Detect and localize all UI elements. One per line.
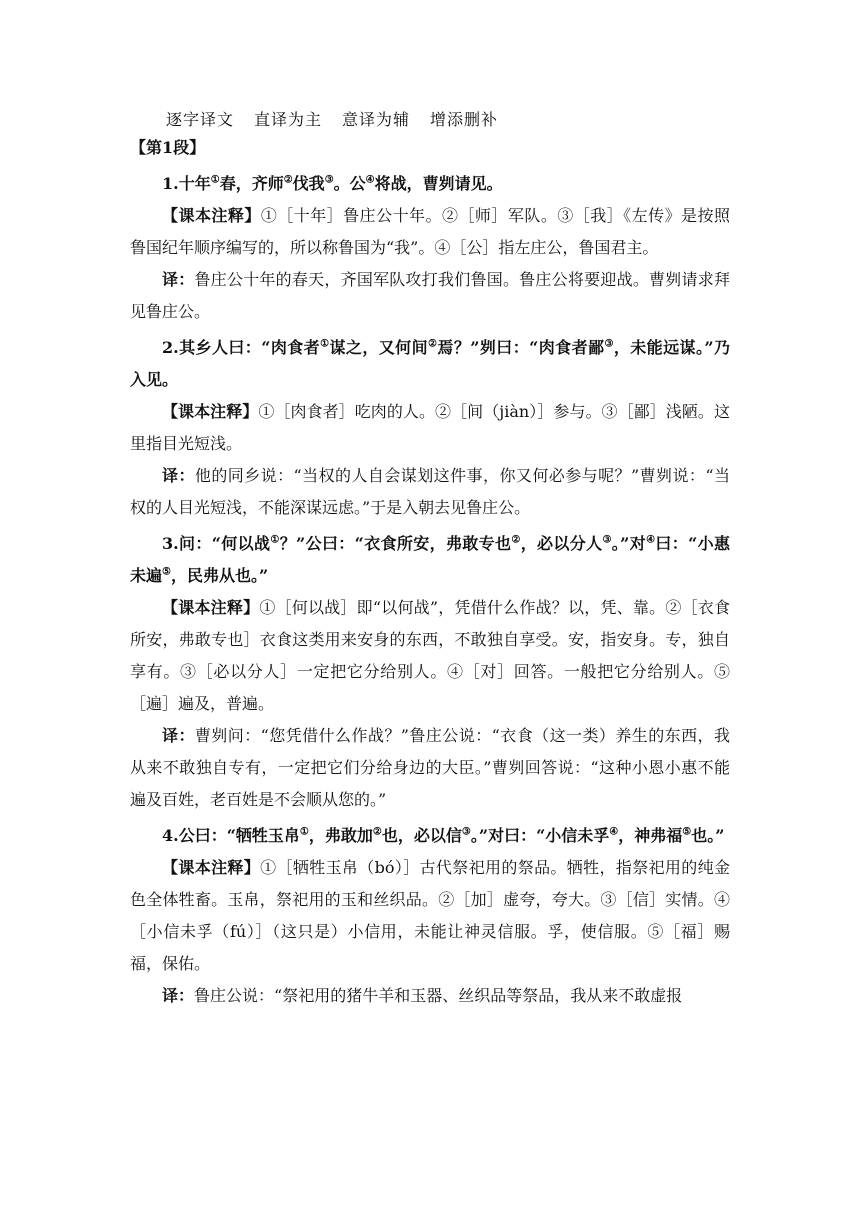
- translation-text: 鲁庄公十年的春天，齐国军队攻打我们鲁国。鲁庄公将要迎战。曹刿请求拜见鲁庄公。: [130, 270, 730, 321]
- note-text: ①［十年］鲁庄公十年。②［师］军队。③［我］《左传》是按照鲁国纪年顺序编写的，所以称鲁国为“我”。④［公］指左庄公，鲁国君主。: [130, 206, 730, 257]
- translation: [130, 264, 730, 328]
- textbook-note: [130, 396, 730, 460]
- note-text: ①［何以战］即“以何战”，凭借什么作战？以，凭、靠。②［衣食所安，弗敢专也］衣食这类用来安身的东西，不敢独自享受。安，指安身。专，独自享有。③［必以分人］一定把它分给别人。④［对］回答。一般把它分给别人。⑤［遍］遍及，普遍。: [130, 598, 730, 713]
- motto-phrase: 逐字译文: [166, 110, 235, 129]
- motto-phrase: 直译为主: [254, 110, 323, 129]
- note-label: 【课本注释】: [162, 858, 261, 877]
- motto-phrase: 增添删补: [430, 110, 499, 129]
- source-text: 1.十年①春，齐师②伐我③。公④将战，曹刿请见。: [162, 174, 503, 193]
- textbook-note: [130, 200, 730, 264]
- translation-label: 译：: [162, 986, 195, 1005]
- translation: [130, 460, 730, 524]
- translation-text: 鲁庄公说：“祭祀用的猪牛羊和玉器、丝织品等祭品，我从来不敢虚报: [194, 986, 683, 1005]
- translation: [130, 980, 730, 1012]
- section-heading: 【第1段】: [130, 138, 206, 157]
- passage-item: [130, 528, 730, 816]
- source-text: 2.其乡人曰：“肉食者①谋之，又何间②焉？”刿曰：“肉食者鄙③，未能远谋。”乃入见。: [130, 338, 730, 389]
- textbook-note: [130, 852, 730, 980]
- textbook-note: [130, 592, 730, 720]
- passage-item: [130, 820, 730, 1012]
- translation-text: 曹刿问：“您凭借什么作战？”鲁庄公说：“衣食（这一类）养生的东西，我从来不敢独自专有，一定把它们分给身边的大臣。”曹刿回答说：“这种小恩小惠不能遍及百姓，老百姓是不会顺从您的。”: [130, 726, 730, 809]
- translation-label: 译：: [162, 726, 195, 745]
- translation-label: 译：: [162, 270, 195, 289]
- translation-label: 译：: [162, 466, 195, 485]
- note-label: 【课本注释】: [162, 402, 259, 421]
- translation-text: 他的同乡说：“当权的人自会谋划这件事，你又何必参与呢？”曹刿说：“当权的人目光短浅，不能深谋远虑。”于是入朝去见鲁庄公。: [130, 466, 730, 517]
- translation: [130, 720, 730, 816]
- motto-line: [166, 108, 730, 132]
- document-page: [130, 108, 730, 1012]
- motto-phrase: 意译为辅: [342, 110, 411, 129]
- note-text: ①［牺牲玉帛（bó）］古代祭祀用的祭品。牺牲，指祭祀用的纯金色全体牲畜。玉帛，祭祀用的玉和丝织品。②［加］虚夸，夸大。③［信］实情。④［小信未孚（fú）］（这只是）小信用，未能让神灵信服。孚，使信服。⑤［福］赐福，保佑。: [130, 858, 730, 973]
- source-text: 3.问：“何以战①？”公曰：“衣食所安，弗敢专也②，必以分人③。”对④曰：“小惠未遍⑤，民弗从也。”: [130, 534, 730, 585]
- note-label: 【课本注释】: [162, 598, 260, 617]
- note-label: 【课本注释】: [162, 206, 261, 225]
- passage-item: [130, 168, 730, 328]
- note-text: ①［肉食者］吃肉的人。②［间（jiàn）］参与。③［鄙］浅陋。这里指目光短浅。: [130, 402, 730, 453]
- source-text: 4.公曰：“牺牲玉帛①，弗敢加②也，必以信③。”对曰：“小信未孚④，神弗福⑤也。”: [162, 826, 725, 845]
- passage-item: [130, 332, 730, 524]
